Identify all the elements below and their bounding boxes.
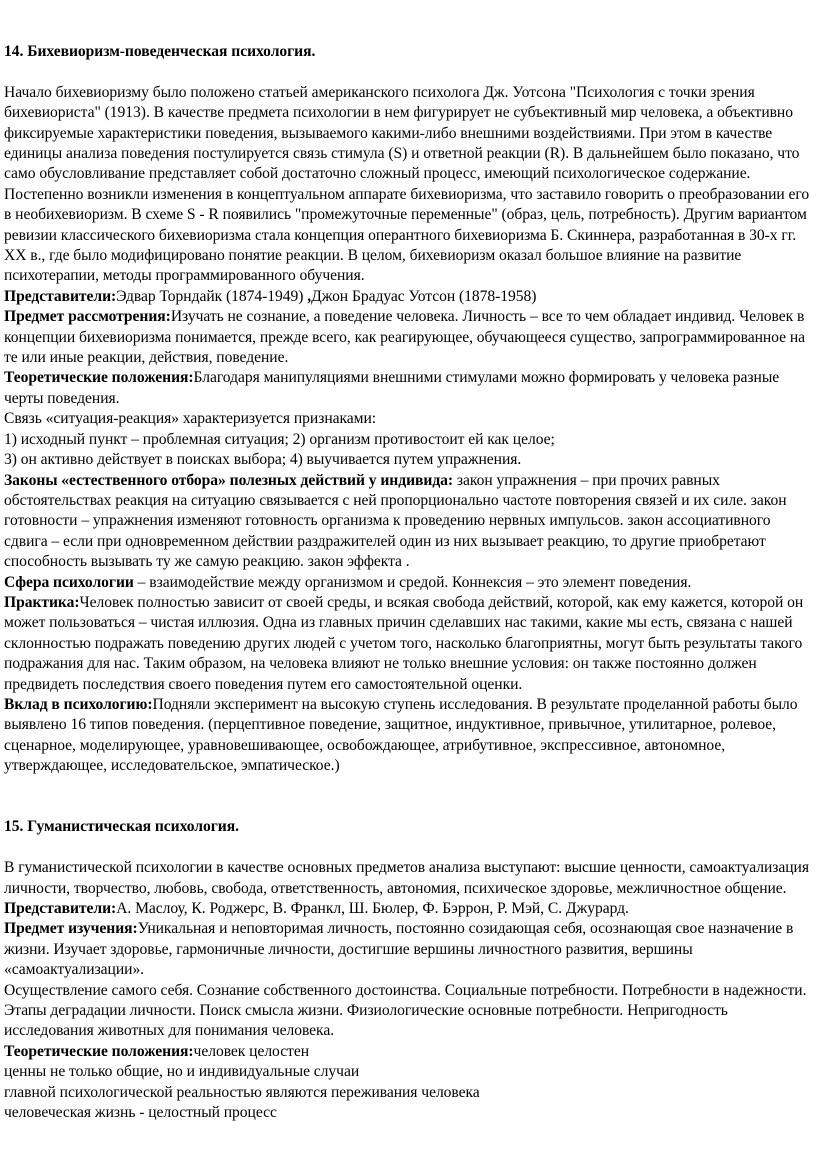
representatives-text-2: Джон Брадуас Уотсон (1878-1958)	[311, 287, 537, 305]
subject-label: Предмет изучения:	[4, 920, 138, 938]
section-15-theory-line-4: человеческая жизнь - целостный процесс	[4, 1104, 277, 1122]
theory-text: Благодаря манипуляциями внешними стимулами можно формировать у человека разные черты поведения.	[4, 369, 780, 407]
section-15-theory-line-3: главной психологической реальностью являются переживания человека	[4, 1083, 480, 1101]
spacer	[4, 777, 812, 818]
section-14-link-line: Связь «ситуация-реакция» характеризуется признаками:	[4, 410, 377, 428]
sphere-text: – взаимодействие между организмом и средой. Коннексия – это элемент поведения.	[133, 573, 692, 591]
section-15-title: 15. Гуманистическая психология.	[4, 818, 239, 836]
section-14-signs-line-1: 1) исходный пункт – проблемная ситуация; 2) организм противостоит ей как целое;	[4, 430, 555, 448]
practice-text: Человек полностью зависит от своей среды, и всякая свобода действий, которой, как ему кажется, которой он может пользоваться – чистая иллюзия. Одна из главных причин сделавших нас такими, какие мы есть, связана с нашей склонностью подражать поведению других людей с учетом того, насколько благоприятны, могут быть результаты такого подражания для нас. Таким образом, на человека влияют не только внешние условия: он также постоянно должен предвидеть последствия своего поведения путем его самостоятельной оценки.	[4, 593, 804, 693]
section-14-contribution	[4, 695, 812, 777]
section-14-laws	[4, 471, 812, 573]
section-15-extra: Осуществление самого себя. Сознание собственного достоинства. Социальные потребности. Потребности в надежности. Этапы деградации личности. Поиск смысла жизни. Физиологические основные потребности. Непригодность исследования животных для понимания человека.	[4, 981, 807, 1040]
theory-label: Теоретические положения:	[4, 1042, 194, 1060]
contribution-text: Подняли эксперимент на высокую ступень исследования. В результате проделанной работы было выявлено 16 типов поведения. (перцептивное поведение, защитное, индуктивное, привычное, утилитарное, ролевое, сценарное, моделирующее, уравновешивающее, освобождающее, атрибутивное, экспрессивное, автономное, утверждающее, исследовательское, эмпатическое.)	[4, 695, 798, 775]
representatives-text: Эдвар Торндайк (1874-1949)	[116, 287, 308, 305]
representatives-comma: ,	[307, 287, 312, 305]
section-14-sphere	[4, 573, 812, 593]
laws-text: закон упражнения – при прочих равных обстоятельствах реакция на ситуацию связывается с ней пропорционально частоте повторения связей и их силе. закон готовности – упражнения изменяют готовность организма к проведению нервных импульсов. закон ассоциативного сдвига – если при одновременном действии раздражителей один из них вызывает реакцию, то другие приобретают способность вызывать ту же самую реакцию. закон эффекта .	[4, 471, 787, 571]
spacer	[4, 62, 812, 82]
section-14-practice	[4, 593, 812, 695]
contribution-label: Вклад в психологию:	[4, 695, 153, 713]
section-14-intro: Начало бихевиоризму было положено статьей американского психолога Дж. Уотсона "Психология с точки зрения бихевиориста" (1913). В качестве предмета психологии в нем фигурирует не субъективный мир человека, а объективно фиксируемые характеристики поведения, вызываемого какими-либо внешними воздействиями. При этом в качестве единицы анализа поведения постулируется связь стимула (S) и ответной реакции (R). В дальнейшем было показано, что само обусловливание представляет собой достаточно сложный процесс, имеющий психологическое содержание. Постепенно возникли изменения в концептуальном аппарате бихевиоризма, что заставило говорить о преобразовании его в необихевиоризм. В схеме S - R появились "промежуточные переменные" (образ, цель, потребность). Другим вариантом ревизии классического бихевиоризма стала концепция оперантного бихевиоризма Б. Скиннера, разработанная в 30-х гг. XX в., где было модифицировано понятие реакции. В целом, бихевиоризм оказал большое влияние на развитие психотерапии, методы программированного обучения.	[4, 83, 810, 285]
subject-label: Предмет рассмотрения:	[4, 308, 171, 326]
sphere-label: Сфера психологии	[4, 573, 134, 591]
section-14-title: 14. Бихевиоризм-поведенческая психология.	[4, 43, 316, 60]
practice-label: Практика:	[4, 593, 80, 611]
representatives-label: Представители:	[4, 900, 117, 918]
section-15-theory	[4, 1042, 812, 1062]
section-15-intro: В гуманистической психологии в качестве основных предметов анализа выступают: высшие ценности, самоактуализация личности, творчество, любовь, свобода, ответственность, автономия, психическое здоровье, межличностное общение.	[4, 859, 809, 897]
section-15-theory-line-2: ценны не только общие, но и индивидуальные случаи	[4, 1063, 360, 1081]
section-14-signs-line-2: 3) он активно действует в поисках выбора; 4) выучивается путем упражнения.	[4, 451, 522, 469]
representatives-label: Представители:	[4, 287, 117, 305]
section-15-representatives	[4, 899, 812, 919]
subject-text: Уникальная и неповторимая личность, постоянно созидающая себя, осознающая свое назначение в жизни. Изучает здоровье, гармоничные личности, достигшие вершины личностного развития, вершины «самоактуализации».	[4, 920, 794, 979]
section-14-subject	[4, 307, 812, 368]
theory-text: человек целостен	[193, 1042, 309, 1060]
section-14-theory	[4, 368, 812, 409]
section-15-subject	[4, 919, 812, 980]
section-14-representatives	[4, 287, 812, 307]
theory-label: Теоретические положения:	[4, 369, 194, 387]
representatives-text: А. Маслоу, К. Роджерс, В. Франкл, Ш. Бюлер, Ф. Бэррон, Р. Мэй, С. Джурард.	[116, 900, 629, 918]
laws-label: Законы «естественного отбора» полезных действий у индивида:	[4, 471, 454, 489]
subject-text: Изучать не сознание, а поведение человека. Личность – все то чем обладает индивид. Человек в концепции бихевиоризма понимается, прежде всего, как реагирующее, обучающееся существо, запрограммированное на те или иные реакции, действия, поведение.	[4, 308, 806, 367]
spacer	[4, 838, 812, 858]
